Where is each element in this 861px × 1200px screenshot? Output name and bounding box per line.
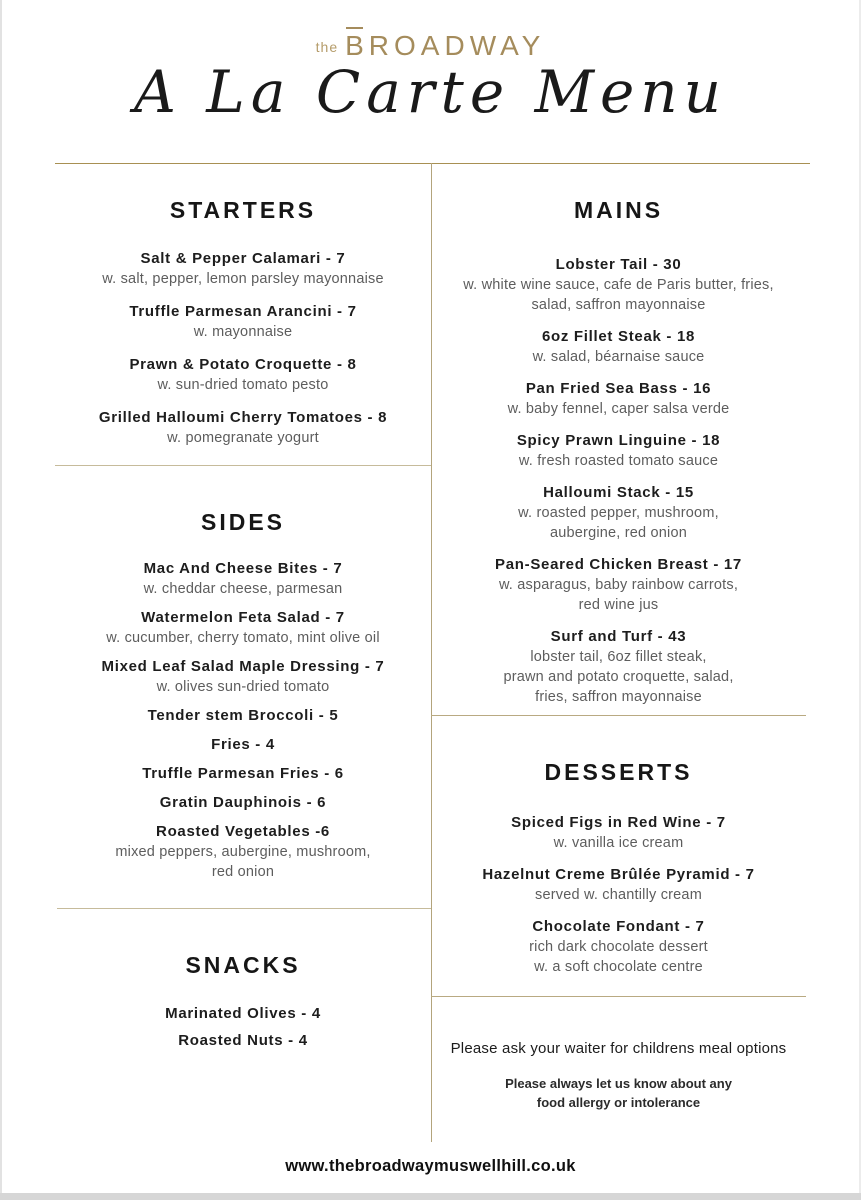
item-desc: red wine jus — [578, 597, 659, 613]
item-desc: aubergine, red onion — [549, 525, 688, 541]
menu-item — [55, 656, 431, 697]
menu-item — [55, 734, 431, 755]
item-name: Halloumi Stack - 15 — [543, 484, 694, 501]
item-name: Pan Fried Sea Bass - 16 — [525, 380, 712, 397]
section-heading-mains: MAINS — [573, 197, 664, 223]
item-name: Chocolate Fondant - 7 — [532, 918, 705, 935]
item-name: Truffle Parmesan Arancini - 7 — [129, 303, 357, 320]
menu-item — [55, 248, 431, 289]
brand-name-rest: ROADWAY — [368, 30, 546, 61]
item-desc: w. roasted pepper, mushroom, — [518, 505, 719, 521]
menu-item — [55, 821, 431, 882]
notes-block — [431, 1040, 806, 1112]
item-desc: w. mayonnaise — [193, 324, 293, 340]
item-desc: red onion — [211, 864, 275, 880]
item-name: Salt & Pepper Calamari - 7 — [140, 250, 346, 267]
menu-item — [431, 812, 806, 853]
section-snacks — [55, 951, 431, 1057]
menu-item — [431, 378, 806, 419]
menu-title: A La Carte Menu — [133, 58, 728, 126]
note-allergy-line-1: Please always let us know about any — [505, 1076, 732, 1091]
item-desc: w. baby fennel, caper salsa verde — [507, 401, 730, 417]
item-desc: w. a soft chocolate centre — [534, 959, 703, 975]
item-name: Fries - 4 — [211, 736, 275, 753]
menu-item — [55, 301, 431, 342]
divider-top — [55, 163, 810, 164]
brand-prefix: the — [315, 39, 339, 55]
menu-item — [55, 407, 431, 448]
item-name: Grilled Halloumi Cherry Tomatoes - 8 — [98, 409, 388, 426]
section-heading-snacks: SNACKS — [185, 952, 301, 978]
menu-item — [431, 626, 806, 707]
menu-item — [431, 430, 806, 471]
item-name: Truffle Parmesan Fries - 6 — [142, 765, 344, 782]
menu-item — [431, 254, 806, 315]
item-desc: w. salad, béarnaise sauce — [532, 349, 705, 365]
item-name: Mixed Leaf Salad Maple Dressing - 7 — [101, 658, 385, 675]
menu-item — [55, 1003, 431, 1024]
item-desc: mixed peppers, aubergine, mushroom, — [115, 844, 371, 860]
item-name: Gratin Dauphinois - 6 — [159, 794, 327, 811]
item-desc: prawn and potato croquette, salad, — [503, 669, 734, 685]
page-edge-left — [0, 0, 2, 1200]
item-name: Roasted Vegetables -6 — [156, 823, 330, 840]
item-name: Tender stem Broccoli - 5 — [147, 707, 339, 724]
section-starters — [55, 196, 431, 460]
item-desc: w. cucumber, cherry tomato, mint olive oil — [106, 630, 380, 646]
item-desc: salad, saffron mayonnaise — [531, 297, 706, 313]
macron-mark — [346, 27, 363, 29]
item-name: Spiced Figs in Red Wine - 7 — [511, 814, 726, 831]
item-desc: w. asparagus, baby rainbow carrots, — [498, 577, 739, 593]
divider-sides-snacks — [57, 908, 431, 909]
item-name: Prawn & Potato Croquette - 8 — [129, 356, 357, 373]
item-name: Mac And Cheese Bites - 7 — [143, 560, 343, 577]
item-desc: rich dark chocolate dessert — [529, 939, 708, 955]
item-name: 6oz Fillet Steak - 18 — [541, 328, 696, 345]
footer-website: www.thebroadwaymuswellhill.co.uk — [285, 1157, 576, 1175]
section-sides — [55, 508, 431, 890]
item-desc: w. fresh roasted tomato sauce — [518, 453, 719, 469]
item-name: Hazelnut Creme Brûlée Pyramid - 7 — [482, 866, 755, 883]
item-desc: w. salt, pepper, lemon parsley mayonnaise — [102, 271, 384, 287]
item-name: Spicy Prawn Linguine - 18 — [516, 432, 721, 449]
menu-item — [431, 554, 806, 615]
menu-item — [431, 326, 806, 367]
item-desc: lobster tail, 6oz fillet steak, — [530, 649, 707, 665]
menu-item — [431, 482, 806, 543]
section-heading-desserts: DESSERTS — [544, 759, 693, 785]
menu-item — [55, 558, 431, 599]
divider-starters-sides — [55, 465, 431, 466]
item-name: Surf and Turf - 43 — [550, 628, 687, 645]
item-desc: w. sun-dried tomato pesto — [157, 377, 329, 393]
menu-item — [55, 1030, 431, 1051]
section-heading-starters: STARTERS — [169, 197, 317, 223]
item-desc: w. white wine sauce, cafe de Paris butter, fries, — [463, 277, 774, 293]
item-name: Lobster Tail - 30 — [555, 256, 682, 273]
page-edge-bottom — [0, 1193, 861, 1200]
item-name: Watermelon Feta Salad - 7 — [141, 609, 345, 626]
menu-item — [55, 354, 431, 395]
item-desc: w. cheddar cheese, parmesan — [143, 581, 343, 597]
divider-desserts-notes — [431, 996, 806, 997]
section-desserts — [431, 758, 806, 988]
menu-item — [431, 916, 806, 977]
menu-item — [431, 864, 806, 905]
item-desc: w. olives sun-dried tomato — [156, 679, 330, 695]
item-name: Marinated Olives - 4 — [165, 1005, 321, 1022]
item-name: Roasted Nuts - 4 — [178, 1032, 308, 1049]
menu-item — [55, 792, 431, 813]
brand-initial-letter: B — [345, 30, 369, 61]
section-mains — [431, 196, 806, 718]
item-desc: served w. chantilly cream — [535, 887, 702, 903]
item-desc: w. pomegranate yogurt — [167, 430, 319, 446]
item-desc: w. vanilla ice cream — [553, 835, 684, 851]
note-childrens-meals: Please ask your waiter for childrens meal options — [450, 1040, 787, 1057]
menu-item — [55, 705, 431, 726]
section-heading-sides: SIDES — [200, 509, 286, 535]
menu-item — [55, 607, 431, 648]
menu-item — [55, 763, 431, 784]
item-name: Pan-Seared Chicken Breast - 17 — [495, 556, 742, 573]
item-desc: fries, saffron mayonnaise — [535, 689, 702, 705]
note-allergy-line-2: food allergy or intolerance — [536, 1095, 701, 1110]
